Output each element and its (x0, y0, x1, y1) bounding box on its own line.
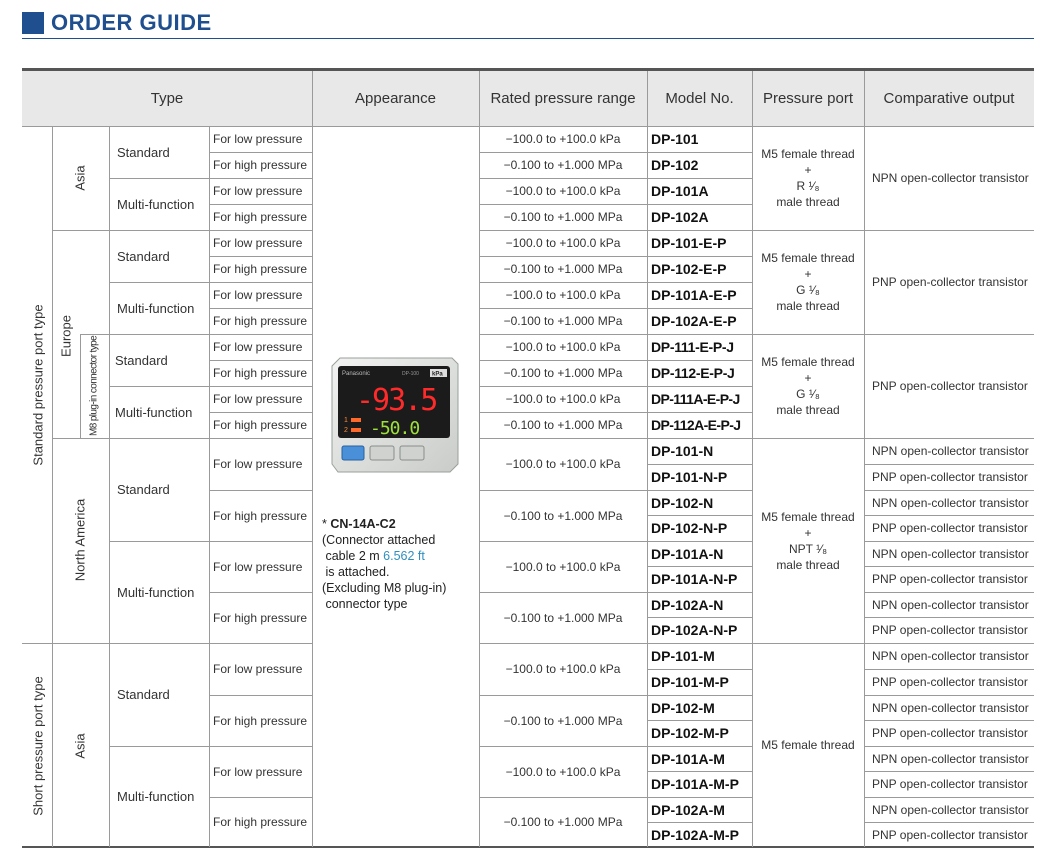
grid-line (479, 256, 752, 257)
label-high-pressure: For high pressure (213, 713, 308, 728)
note-conversion: 6.562 ft (383, 549, 425, 563)
output-npn: NPN open-collector transistor (872, 171, 1029, 185)
model-number: DP-102A-E-P (651, 313, 737, 329)
grid-line (479, 643, 1034, 644)
grid-line (479, 71, 480, 847)
grid-line (80, 334, 81, 438)
model-number: DP-102A (651, 209, 709, 225)
note-title (322, 516, 446, 532)
output-pnp: PNP open-collector transistor (872, 675, 1028, 689)
label-high-pressure: For high pressure (213, 610, 308, 625)
down-button (400, 446, 424, 460)
range-mpa: −0.100 to +1.000 MPa (503, 610, 623, 625)
grid-line (209, 256, 312, 257)
range-kpa: −100.0 to +100.0 kPa (505, 559, 621, 574)
grid-line (109, 126, 110, 847)
model-number: DP-101-M (651, 648, 715, 664)
grid-line (647, 464, 752, 465)
grid-line (864, 566, 1034, 567)
label-standard: Standard (115, 352, 168, 368)
model-number: DP-102-N (651, 494, 714, 511)
grid-line (647, 771, 752, 772)
header-port: Pressure port (762, 90, 854, 107)
grid-line (109, 746, 312, 747)
output-npn: NPN open-collector transistor (872, 751, 1029, 766)
header-rule (22, 38, 1034, 39)
grid-line (109, 178, 312, 179)
model-number: DP-112A-E-P-J (651, 417, 741, 433)
label-high-pressure: For high pressure (213, 418, 308, 432)
grid-line (109, 386, 312, 387)
grid-line (209, 797, 312, 798)
grid-line (864, 720, 1034, 721)
output-npn: NPN open-collector transistor (872, 802, 1029, 817)
label-standard: Standard (117, 144, 170, 160)
label-standard: Standard (117, 687, 170, 702)
output-pnp: PNP open-collector transistor (872, 777, 1028, 791)
model-number: DP-101-N-P (651, 469, 728, 485)
grid-line (752, 71, 753, 847)
label-low-pressure: For low pressure (213, 288, 303, 302)
grid-line (52, 230, 312, 231)
port-plus: + (804, 371, 812, 385)
range-mpa: −0.100 to +1.000 MPa (503, 815, 623, 829)
output-npn: NPN open-collector transistor (872, 649, 1029, 663)
grid-line (864, 669, 1034, 670)
grid-line (209, 490, 312, 491)
port-line: M5 female thread (761, 251, 855, 265)
group-short-port-type: Short pressure port type (30, 676, 46, 816)
header-appearance: Appearance (355, 90, 436, 107)
grid-line (22, 126, 1034, 127)
label-low-pressure: For low pressure (213, 559, 303, 574)
grid-line (209, 308, 312, 309)
channel-2-indicator (351, 428, 361, 432)
mode-button (342, 446, 364, 460)
port-line: male thread (776, 299, 840, 313)
label-high-pressure: For high pressure (213, 262, 308, 276)
grid-line (209, 126, 210, 847)
port-line: M5 female thread (761, 147, 855, 161)
model-number: DP-101A-M-P (651, 776, 739, 792)
output-pnp: PNP open-collector transistor (872, 379, 1028, 393)
label-multi-function: Multi-function (117, 789, 195, 804)
model-number: DP-111A-E-P-J (651, 391, 740, 407)
model-number: DP-101A (651, 183, 709, 199)
grid-line (109, 541, 312, 542)
model-number: DP-102-E-P (651, 261, 727, 277)
label-multi-function: Multi-function (115, 404, 193, 420)
label-multi-function: Multi-function (117, 300, 195, 316)
range-kpa: −100.0 to +100.0 kPa (505, 392, 621, 406)
note-text: Excluding M8 plug-in (326, 581, 443, 595)
label-low-pressure: For low pressure (213, 184, 303, 198)
grid-line (479, 152, 752, 153)
grid-line (312, 71, 313, 847)
range-kpa: −100.0 to +100.0 kPa (505, 236, 621, 250)
grid-line (209, 360, 312, 361)
grid-line (864, 592, 1034, 593)
port-line: M5 female thread (761, 738, 855, 752)
output-npn: NPN open-collector transistor (872, 546, 1029, 561)
output-pnp: PNP open-collector transistor (872, 521, 1028, 535)
grid-line (479, 282, 752, 283)
model-number: DP-102 (651, 157, 699, 173)
output-pnp: PNP open-collector transistor (872, 572, 1028, 586)
grid-line (479, 592, 752, 593)
label-standard: Standard (117, 248, 170, 264)
grid-line (864, 746, 1034, 747)
label-high-pressure: For high pressure (213, 815, 308, 829)
grid-line (209, 592, 312, 593)
port-line: M5 female thread (761, 509, 855, 524)
label-high-pressure: For high pressure (213, 508, 308, 523)
grid-line (52, 438, 312, 439)
pressure-port-g (752, 334, 864, 438)
label-low-pressure: For low pressure (213, 340, 303, 354)
model-number: DP-101A-N-P (651, 571, 738, 587)
range-kpa: −100.0 to +100.0 kPa (505, 764, 621, 779)
grid-line (209, 412, 312, 413)
port-line: male thread (776, 195, 840, 209)
model-number: DP-102-M (651, 699, 715, 716)
label-high-pressure: For high pressure (213, 366, 308, 380)
grid-line (647, 515, 752, 516)
grid-line (209, 204, 312, 205)
label-low-pressure: For low pressure (213, 457, 303, 471)
header-type: Type (150, 90, 184, 107)
grid-line (479, 204, 752, 205)
label-low-pressure: For low pressure (213, 392, 303, 406)
label-high-pressure: For high pressure (213, 314, 308, 328)
grid-line (647, 669, 752, 670)
note-line (322, 548, 446, 564)
channel-2-text: 2 (344, 427, 348, 434)
grid-line (479, 386, 752, 387)
range-mpa: −0.100 to +1.000 MPa (503, 366, 623, 380)
grid-line (52, 126, 53, 847)
grid-line (209, 695, 312, 696)
label-multi-function: Multi-function (117, 584, 195, 600)
label-low-pressure: For low pressure (213, 662, 303, 676)
label-low-pressure: For low pressure (213, 132, 303, 146)
note-text: Connector attached (326, 533, 436, 547)
header-output: Comparative output (883, 90, 1015, 107)
grid-line (479, 541, 752, 542)
region-north-america: North America (72, 498, 88, 582)
output-pnp: PNP open-collector transistor (872, 726, 1028, 740)
up-button (370, 446, 394, 460)
region-short-asia: Asia (72, 733, 88, 759)
connector-note (322, 516, 446, 612)
grid-line (864, 464, 1034, 465)
unit-text: kPa (432, 371, 443, 378)
model-number: DP-102A-M (651, 801, 725, 818)
section-header (22, 8, 212, 38)
port-thread: NPT ¹⁄₈ (788, 541, 828, 556)
pressure-port-r (752, 126, 864, 230)
grid-line (479, 797, 752, 798)
range-mpa: −0.100 to +1.000 MPa (503, 210, 623, 224)
output-pnp: PNP open-collector transistor (872, 827, 1028, 842)
grid-line (479, 360, 752, 361)
output-npn: NPN open-collector transistor (872, 495, 1029, 510)
output-npn: NPN open-collector transistor (872, 700, 1029, 715)
range-kpa: −100.0 to +100.0 kPa (505, 132, 621, 146)
model-number: DP-102A-N-P (651, 622, 738, 638)
model-label-text: DP-100 (402, 371, 419, 377)
range-mpa: −0.100 to +1.000 MPa (503, 713, 623, 728)
sub-display-text: -50.0 (370, 418, 420, 439)
model-number: DP-101A-N (651, 545, 724, 562)
model-number: DP-101-M-P (651, 674, 729, 690)
model-number: DP-101A-M (651, 750, 725, 767)
range-kpa: −100.0 to +100.0 kPa (505, 288, 621, 302)
output-pnp: PNP open-collector transistor (872, 275, 1028, 289)
model-number: DP-101A-E-P (651, 287, 737, 303)
brand-text: Panasonic (342, 371, 371, 377)
grid-line (109, 282, 312, 283)
region-europe: Europe (58, 315, 74, 357)
header-square-icon (22, 12, 44, 34)
grid-line (479, 490, 752, 491)
header-range: Rated pressure range (490, 90, 636, 107)
range-kpa: −100.0 to +100.0 kPa (505, 662, 621, 676)
model-number: DP-101-E-P (651, 235, 727, 251)
label-low-pressure: For low pressure (213, 764, 303, 779)
port-plus: + (804, 267, 812, 281)
note-line (322, 596, 446, 612)
pressure-port-m5 (752, 643, 864, 847)
grid-line (864, 822, 1034, 823)
pressure-port-g (752, 230, 864, 334)
note-text: cable 2 m (325, 549, 380, 563)
header-model: Model No. (665, 90, 734, 107)
note-line: (Connector attached (322, 533, 436, 547)
grid-line (864, 71, 865, 847)
model-number: DP-101-N (651, 443, 714, 459)
section-title: ORDER GUIDE (51, 10, 212, 35)
port-line: male thread (776, 403, 840, 417)
model-number: DP-102-N-P (651, 520, 728, 536)
output-npn: NPN open-collector transistor (872, 444, 1029, 458)
port-thread: R ¹⁄₈ (796, 179, 820, 193)
grid-line (647, 822, 752, 823)
note-text: is attached. (325, 565, 390, 579)
range-mpa: −0.100 to +1.000 MPa (503, 314, 623, 328)
main-display-text: -93.5 (356, 383, 437, 418)
grid-line (864, 490, 1034, 491)
port-line: male thread (776, 557, 840, 572)
output-npn: NPN open-collector transistor (872, 597, 1029, 612)
model-number: DP-102A-M-P (651, 826, 739, 843)
model-number: DP-111-E-P-J (651, 339, 734, 355)
note-asterisk: * (322, 517, 327, 531)
region-m8: M8 plug-in connector type (88, 335, 100, 437)
grid-line (479, 178, 752, 179)
grid-line (864, 617, 1034, 618)
grid-line (479, 412, 752, 413)
pressure-sensor-image (330, 352, 460, 474)
port-plus: + (804, 525, 812, 540)
port-thread: G ¹⁄₈ (796, 387, 820, 401)
model-number: DP-101 (651, 131, 699, 147)
grid-line (864, 771, 1034, 772)
grid-line (479, 438, 1034, 439)
grid-line (864, 515, 1034, 516)
grid-line (209, 152, 312, 153)
range-mpa: −0.100 to +1.000 MPa (503, 508, 623, 523)
grid-line (479, 746, 752, 747)
label-high-pressure: For high pressure (213, 158, 308, 172)
range-kpa: −100.0 to +100.0 kPa (505, 457, 621, 471)
pressure-port-npt (752, 438, 864, 643)
model-number: DP-102-M-P (651, 725, 729, 741)
label-low-pressure: For low pressure (213, 236, 303, 250)
output-pnp: PNP open-collector transistor (872, 470, 1028, 484)
model-number: DP-112-E-P-J (651, 365, 735, 381)
range-kpa: −100.0 to +100.0 kPa (505, 184, 621, 198)
range-kpa: −100.0 to +100.0 kPa (505, 340, 621, 354)
grid-line (864, 695, 1034, 696)
grid-line (479, 308, 752, 309)
grid-line (22, 643, 312, 644)
grid-line (479, 695, 752, 696)
channel-1-text: 1 (344, 417, 348, 424)
channel-1-indicator (351, 418, 361, 422)
group-standard-port-type: Standard pressure port type (30, 304, 46, 466)
port-line: M5 female thread (761, 355, 855, 369)
port-plus: + (804, 163, 812, 177)
model-number: DP-102A-N (651, 596, 724, 613)
grid-line (647, 71, 648, 847)
note-part-number: CN-14A-C2 (330, 517, 396, 531)
label-standard: Standard (117, 482, 170, 497)
label-high-pressure: For high pressure (213, 210, 308, 224)
range-mpa: −0.100 to +1.000 MPa (503, 418, 623, 432)
grid-line (80, 334, 312, 335)
grid-line (647, 566, 752, 567)
output-pnp: PNP open-collector transistor (872, 623, 1028, 637)
grid-line (479, 334, 1034, 335)
note-line: (Excluding M8 plug-in) (322, 581, 447, 595)
region-asia: Asia (72, 165, 88, 191)
grid-line (647, 617, 752, 618)
label-multi-function: Multi-function (117, 196, 195, 212)
grid-line (864, 541, 1034, 542)
grid-line (647, 720, 752, 721)
note-line (322, 564, 446, 580)
note-text: connector type (325, 597, 408, 611)
range-mpa: −0.100 to +1.000 MPa (503, 262, 623, 276)
range-mpa: −0.100 to +1.000 MPa (503, 158, 623, 172)
grid-line (864, 797, 1034, 798)
grid-line (479, 230, 1034, 231)
port-thread: G ¹⁄₈ (796, 283, 820, 297)
